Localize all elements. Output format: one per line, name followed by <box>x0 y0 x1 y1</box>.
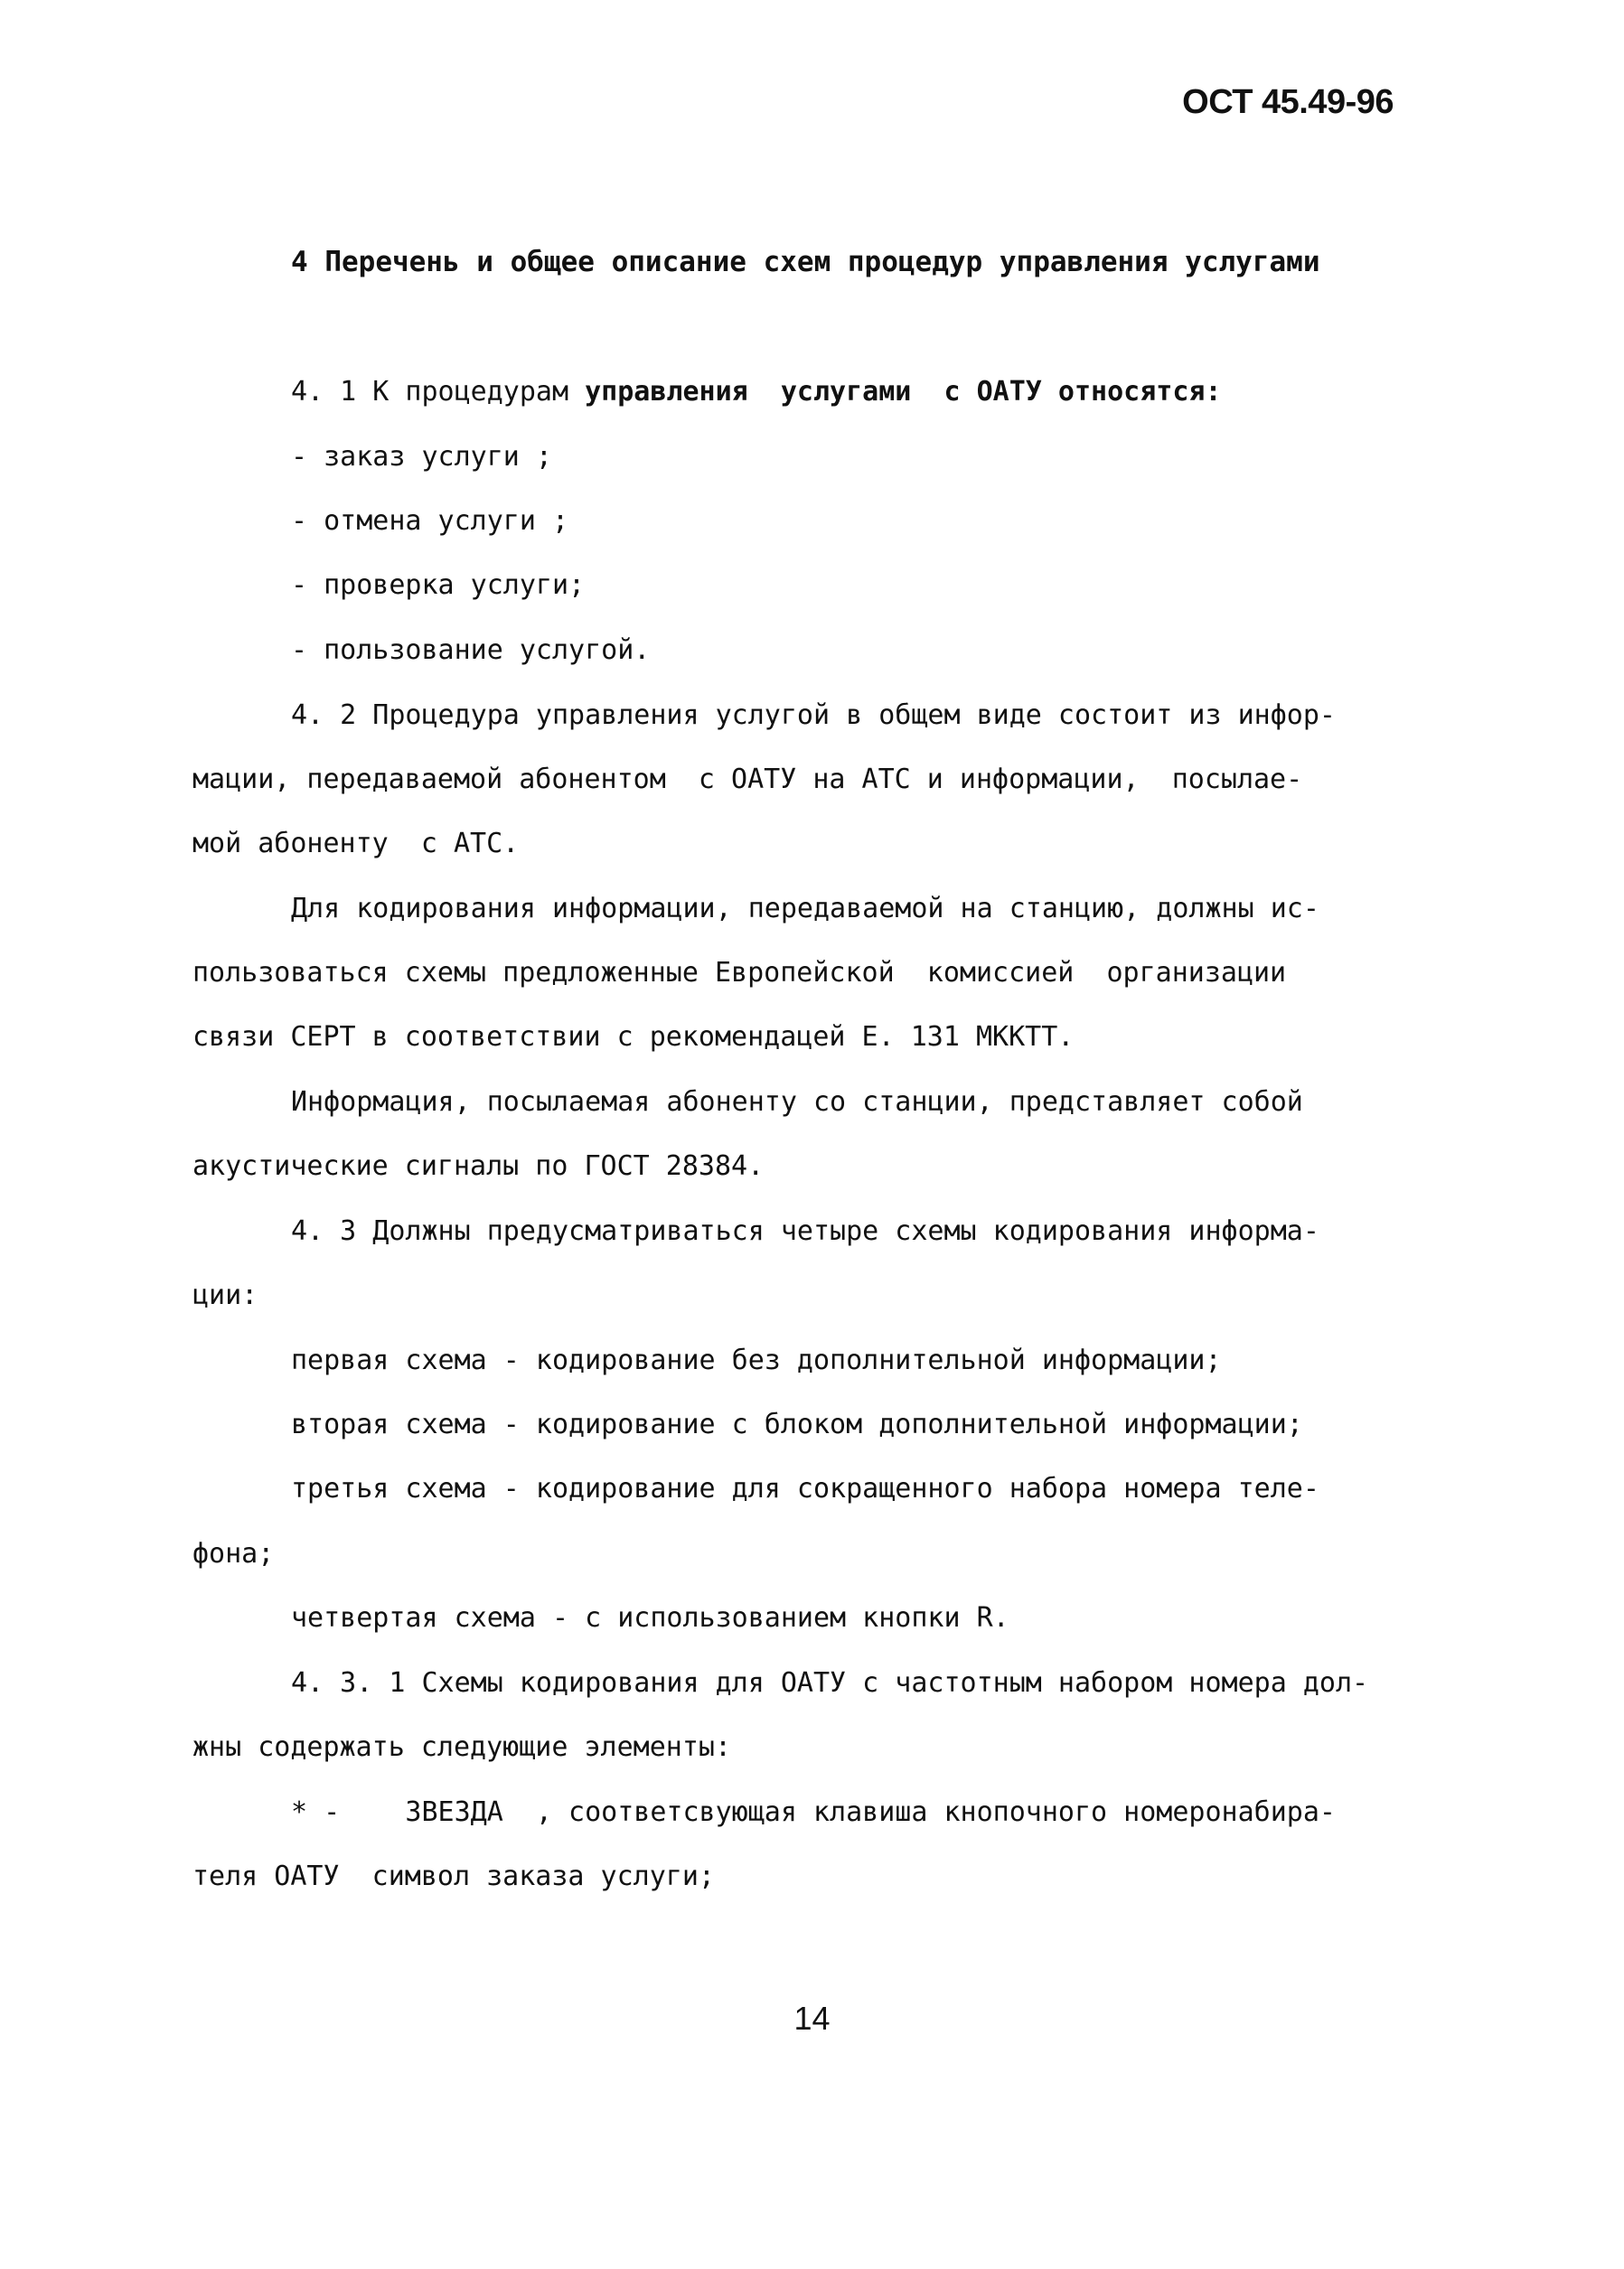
list-item: - отмена услуги ; <box>291 505 569 537</box>
star-element-line: теля ОАТУ символ заказа услуги; <box>192 1861 715 1892</box>
paragraph-4-1-number: 4. 1 К процедурам <box>291 376 586 408</box>
paragraph-4-2-line: 4. 2 Процедура управления услугой в общем виде состоит из инфор- <box>291 699 1336 731</box>
star-element-line: * - ЗВЕЗДА , соответсвующая клавиша кнопочного номеронабира- <box>291 1796 1336 1828</box>
paragraph-4-3-line: 4. 3 Должны предусматриваться четыре схемы кодирования информа- <box>291 1215 1319 1247</box>
paragraph-info-line: акустические сигналы по ГОСТ 28384. <box>192 1150 765 1182</box>
scheme-item: четвертая схема - с использованием кнопки R. <box>291 1602 1009 1634</box>
paragraph-4-3-line: ции: <box>192 1280 258 1311</box>
list-item: - заказ услуги ; <box>291 441 552 473</box>
section-heading: 4 Перечень и общее описание схем процедур управления услугами <box>291 246 1320 278</box>
scheme-item: первая схема - кодирование без дополнительной информации; <box>291 1345 1222 1376</box>
paragraph-coding-line: Для кодирования информации, передаваемой на станцию, должны ис- <box>291 893 1319 924</box>
document-code: ОСТ 45.49-96 <box>1182 83 1394 121</box>
paragraph-4-1-bold: управления услугами с ОАТУ относятся: <box>585 376 1222 408</box>
page-number: 14 <box>793 2000 831 2037</box>
paragraph-4-3-1-line: 4. 3. 1 Схемы кодирования для ОАТУ с частотным набором номера дол- <box>291 1667 1369 1699</box>
list-item: - проверка услуги; <box>291 569 586 601</box>
paragraph-coding-line: пользоваться схемы предложенные Европейской комиссией организации <box>192 957 1287 989</box>
scheme-item: вторая схема - кодирование с блоком дополнительной информации; <box>291 1409 1303 1440</box>
scheme-item: третья схема - кодирование для сокращенного набора номера теле- <box>291 1473 1319 1505</box>
list-item: - пользование услугой. <box>291 634 651 666</box>
paragraph-4-1 <box>291 374 1222 410</box>
paragraph-coding-line: связи СЕРТ в соответствии с рекомендацей Е. 131 МККТТ. <box>192 1021 1075 1053</box>
paragraph-4-2-line: мации, передаваемой абонентом с ОАТУ на АТС и информации, посылае- <box>192 764 1303 795</box>
paragraph-4-3-1-line: жны содержать следующие элементы: <box>192 1731 732 1763</box>
scheme-item-continuation: фона; <box>192 1538 275 1570</box>
paragraph-4-2-line: мой абоненту с АТС. <box>192 828 520 859</box>
paragraph-info-line: Информация, посылаемая абоненту со станции, представляет собой <box>291 1086 1303 1118</box>
